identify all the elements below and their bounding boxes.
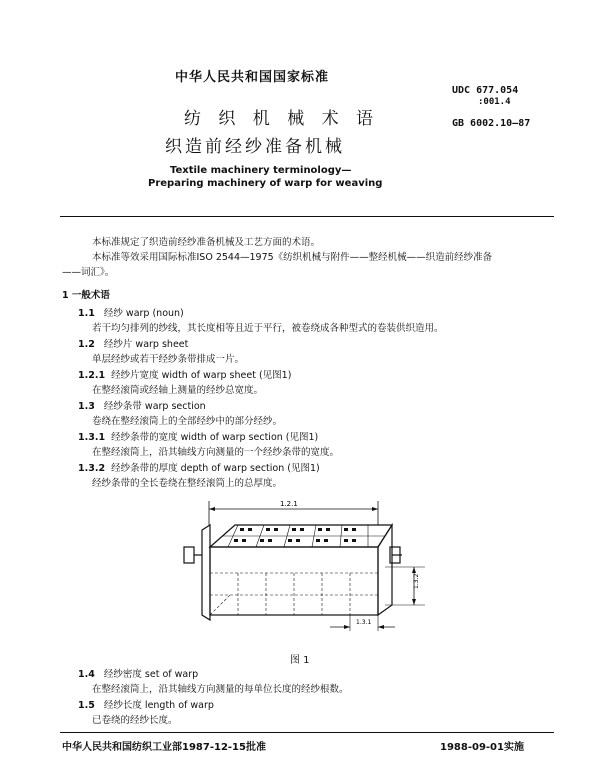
warp-section-figure (180, 495, 430, 645)
term-desc: 在整经滚筒上，沿其轴线方向测量的一个经纱条带的宽度。 (92, 447, 340, 458)
header-divider (60, 216, 554, 217)
dim-label-top: 1.2.1 (280, 500, 298, 508)
term-1-3-2 (78, 460, 320, 474)
term-1-1 (78, 305, 184, 319)
term-title: 经纱密度 set of warp (103, 669, 199, 680)
term-number: 1.3.2 (78, 463, 106, 474)
term-title: 经纱条带的厚度 depth of warp section (见图1) (111, 463, 320, 474)
gb-code: GB 6002.10—87 (452, 118, 531, 129)
intro-p1: 本标准规定了织造前经纱准备机械及工艺方面的术语。 (92, 237, 321, 248)
term-title: 经纱 warp (noun) (103, 308, 184, 319)
standard-line: 中华人民共和国国家标准 (175, 70, 330, 85)
intro-p2-line1: 本标准等效采用国际标准ISO 2544—1975《纺织机械与附件——整经机械——织造前经纱准备 (92, 252, 493, 263)
title-en-line1: Textile machinery terminology— (170, 165, 352, 176)
term-title: 经纱片宽度 width of warp sheet (见图1) (111, 370, 292, 381)
term-title: 经纱条带 warp section (103, 401, 206, 412)
term-desc: 经纱条带的全长卷绕在整经滚筒上的总厚度。 (92, 478, 283, 489)
term-1-5 (78, 697, 214, 711)
dim-label-bottom: 1.3.1 (356, 619, 372, 626)
term-desc: 卷绕在整经滚筒上的全部经纱中的部分经纱。 (92, 416, 283, 427)
term-desc: 单层经纱或若干经纱条带排成一片。 (92, 354, 245, 365)
term-number: 1.3.1 (78, 432, 106, 443)
term-1-3-1 (78, 429, 318, 443)
term-number: 1.2 (78, 339, 95, 350)
term-number: 1.4 (78, 669, 95, 680)
term-1-4 (78, 666, 198, 680)
term-title: 经纱长度 length of warp (103, 700, 214, 711)
term-number: 1.2.1 (78, 370, 106, 381)
effective-date: 1988-09-01实施 (440, 742, 524, 753)
term-1-3 (78, 398, 206, 412)
title-en-line2: Preparing machinery of warp for weaving (148, 178, 383, 189)
approval-text: 中华人民共和国纺织工业部1987-12-15批准 (62, 742, 266, 753)
udc-code-suffix: :001.4 (478, 97, 511, 107)
term-desc: 在整经滚筒上，沿其轴线方向测量的每单位长度的经纱根数。 (92, 684, 349, 695)
term-number: 1.3 (78, 401, 95, 412)
title-cn-line1: 纺 织 机 械 术 语 (184, 109, 380, 129)
term-desc: 已卷绕的经纱长度。 (92, 715, 178, 726)
section-heading: 1 一般术语 (62, 290, 110, 301)
term-desc: 若干均匀排列的纱线，其长度相等且近于平行，被卷绕成各种型式的卷装供织造用。 (92, 323, 444, 334)
intro-p2-line2: ——词汇》。 (62, 267, 115, 278)
left-flange (202, 525, 210, 620)
dim-label-right: 1.3.2 (413, 573, 420, 589)
figure-caption: 图 1 (290, 655, 310, 666)
term-title: 经纱片 warp sheet (103, 339, 189, 350)
term-number: 1.1 (78, 308, 95, 319)
term-number: 1.5 (78, 700, 95, 711)
term-title: 经纱条带的宽度 width of warp section (见图1) (111, 432, 319, 443)
udc-code: UDC 677.054 (452, 85, 519, 96)
footer-divider (60, 732, 554, 733)
term-1-2-1 (78, 367, 291, 381)
term-1-2 (78, 336, 188, 350)
title-cn-line2: 织造前经纱准备机械 (165, 137, 345, 157)
term-desc: 在整经滚筒或经轴上测量的经纱总宽度。 (92, 385, 264, 396)
